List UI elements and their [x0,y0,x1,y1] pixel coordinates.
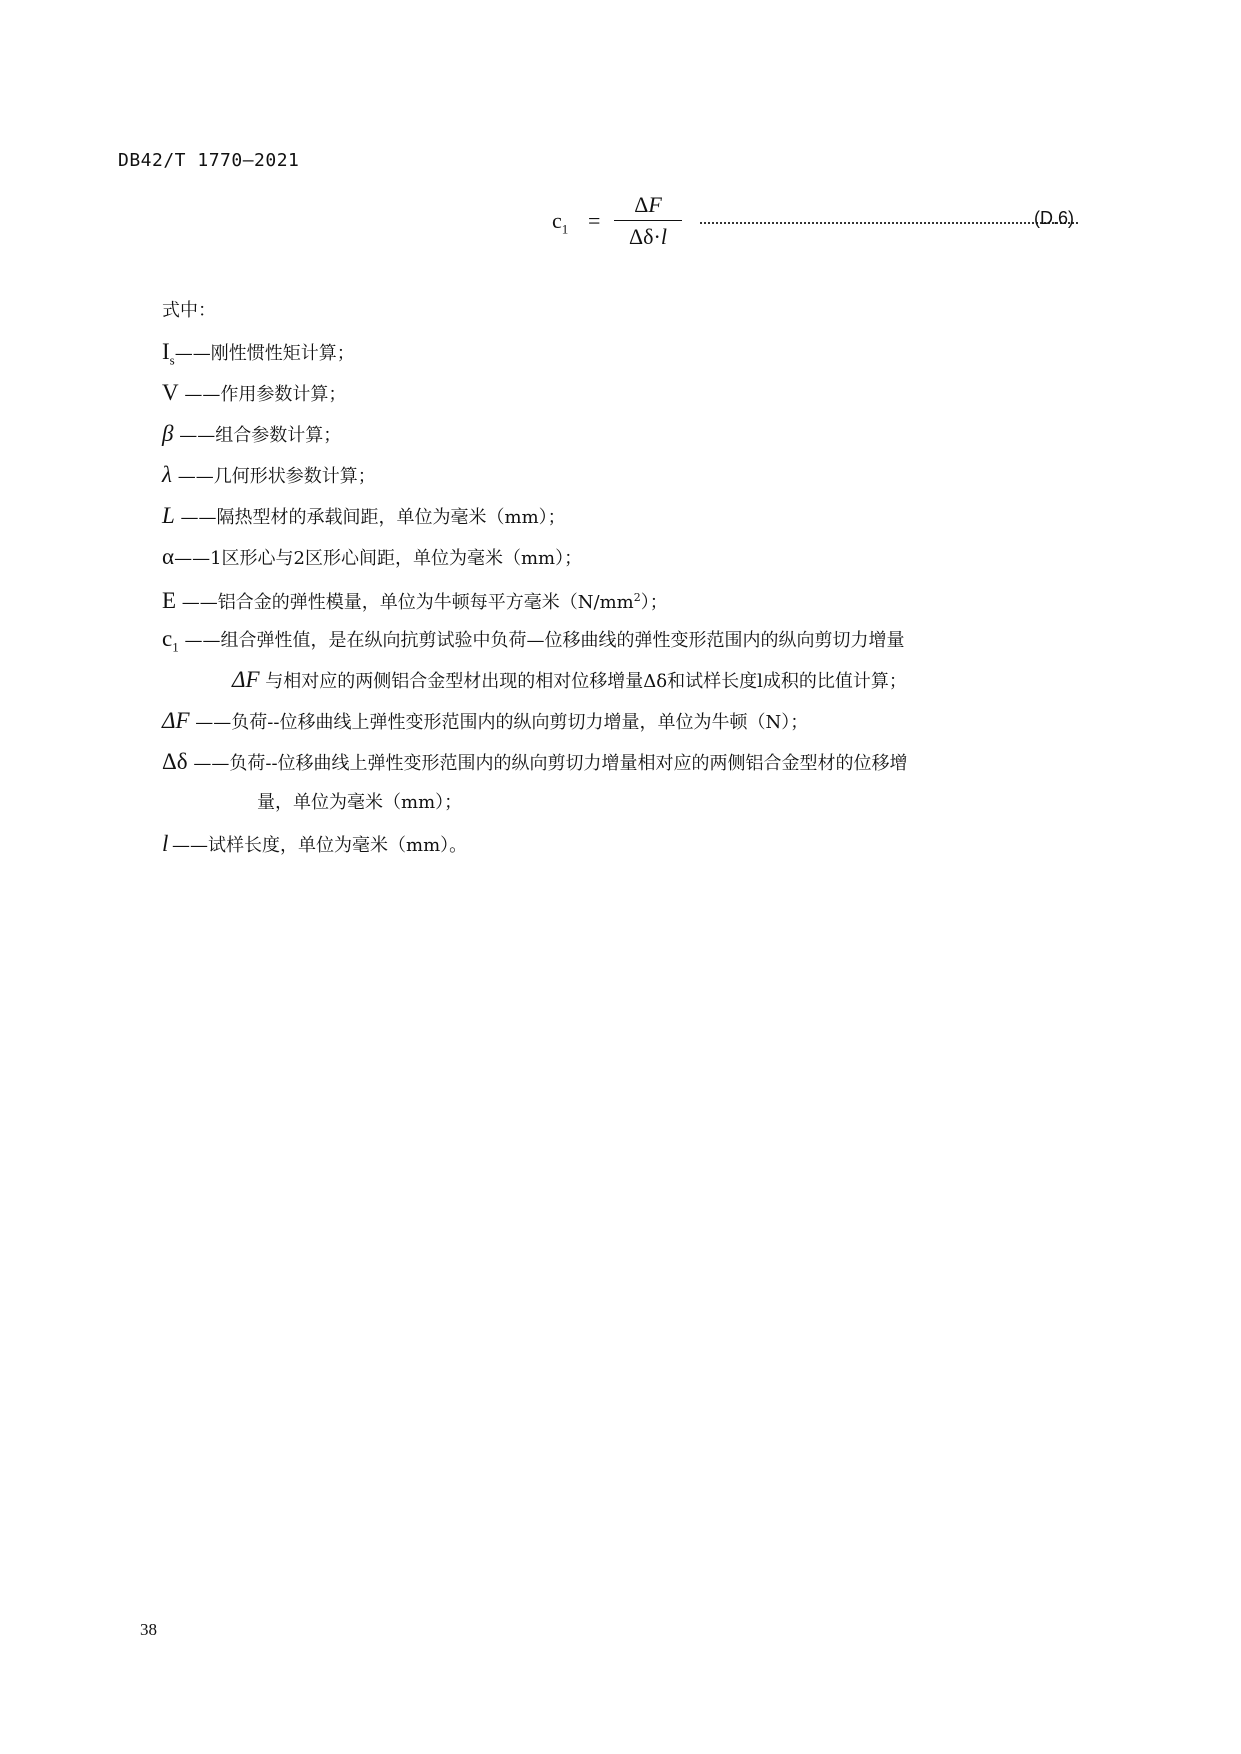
def-dd-continued: 量，单位为毫米（mm）； [257,792,463,813]
def-l-text: ——试样长度，单位为毫米（mm）。 [172,835,468,856]
is-sub: s [169,352,175,368]
is-var: I [162,339,170,364]
den-delta: Δδ· [629,224,661,249]
def-dF-symbol: ΔF [162,708,190,733]
formula-fraction [608,190,688,253]
def-l-symbol: l [162,831,169,856]
def-E-text-end: ）； [640,592,668,613]
page-number: 38 [140,1620,157,1639]
def-c1-text: ——组合弹性值，是在纵向抗剪试验中负荷—位移曲线的弹性变形范围内的纵向剪切力增量 [184,630,905,651]
definitions-list [162,290,1122,864]
def-is [162,331,1122,372]
formula-denominator [608,221,688,253]
def-alpha [162,536,1122,577]
c1-sub: 1 [172,639,179,655]
c1-var: c [162,626,173,651]
formula-lhs [552,208,568,237]
formula-lhs-sub: 1 [561,221,569,237]
formula-numerator [608,190,688,220]
def-beta-text: ——组合参数计算； [179,425,342,446]
def-beta-symbol: β [162,421,174,446]
def-dF-text: ——负荷--位移曲线上弹性变形范围内的纵向剪切力增量，单位为牛顿（N）； [189,712,809,733]
def-is-text: ——刚性惯性矩计算； [174,343,355,364]
def-dd-symbol: Δδ [162,749,188,774]
def-lambda [162,454,1122,495]
def-L-text: ——隔热型材的承载间距，单位为毫米（mm）； [180,507,566,528]
document-code: DB42/T 1770—2021 [118,150,300,171]
def-beta [162,413,1122,454]
def-alpha-text: ——1区形心与2区形心间距，单位为毫米（mm）； [174,548,583,569]
def-v-text: ——作用参数计算； [184,384,347,405]
def-c1 [162,618,1122,659]
def-dd [162,741,1122,782]
def-E-text: ——铝合金的弹性模量，单位为牛顿每平方毫米（N/mm [181,592,634,613]
def-lambda-text: ——几何形状参数计算； [177,466,376,487]
def-c1-symbol [162,618,179,668]
def-c1-continued [162,659,1122,700]
formula-label: (D.6) [1034,208,1074,228]
def-L [162,495,1122,536]
def-lambda-symbol: λ [162,462,172,487]
def-dd-text: ——负荷--位移曲线上弹性变形范围内的纵向剪切力增量相对应的两侧铝合金型材的位移增 [187,753,908,774]
leader-dots [700,222,1078,224]
formula-lhs-var: c [552,208,562,233]
def-v [162,372,1122,413]
num-delta: Δ [634,192,649,217]
def-c1-cont-symbol: ΔF [232,667,260,692]
den-var: l [660,224,667,249]
def-c1-cont-text: 与相对应的两侧铝合金型材出现的相对位移增量Δδ和试样长度l成积的比值计算； [259,671,907,692]
def-E-symbol: E [162,588,177,613]
def-dF [162,700,1122,741]
def-alpha-symbol: α [162,544,175,569]
formula-d6 [552,190,1092,254]
def-v-symbol: V [162,380,179,405]
def-l [162,823,1122,864]
num-var: F [648,192,662,217]
formula-equals: = [588,208,601,233]
def-E-sup: 2 [633,591,641,604]
def-E [162,577,1122,618]
definitions-intro: 式中： [162,300,216,321]
def-L-symbol: L [162,503,175,528]
